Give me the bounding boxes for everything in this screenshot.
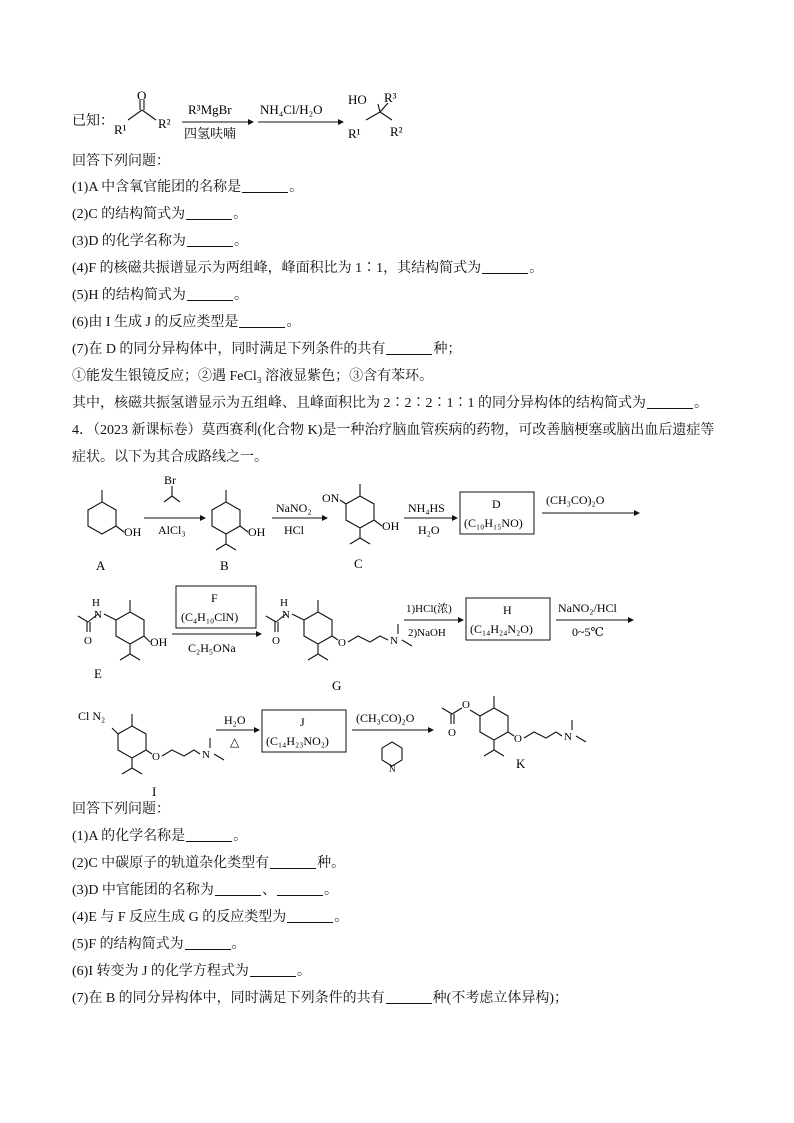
svg-text:H: H: [92, 597, 100, 609]
known-reagent-grignard: R³MgBr: [188, 102, 232, 117]
svg-text:H: H: [280, 597, 288, 609]
svg-text:O: O: [462, 699, 470, 711]
svg-text:C₂H₅ONa: C₂H₅ONa: [188, 641, 236, 655]
svg-text:1)HCl(浓): 1)HCl(浓): [406, 603, 452, 615]
compound-h-box: [466, 598, 550, 640]
part2-q2: (2)C 中碳原子的轨道杂化类型有 种。: [72, 856, 346, 871]
svg-text:(CH₃CO)₂O: (CH₃CO)₂O: [546, 493, 605, 507]
known-reaction-scheme: [0, 0, 794, 160]
svg-text:F: F: [211, 591, 218, 605]
part1-q7a: (7)在 D 的同分异构体中，同时满足下列条件的共有 种；: [72, 342, 462, 357]
answer-blank[interactable]: [386, 989, 432, 1004]
compound-g-label: G: [332, 678, 342, 693]
svg-text:0~5℃: 0~5℃: [572, 625, 604, 639]
svg-text:(C₁₄H₂₄N₂O): (C₁₄H₂₄N₂O): [470, 622, 533, 636]
compound-b-structure: [212, 490, 266, 573]
svg-text:O: O: [448, 727, 456, 739]
svg-text:O: O: [338, 637, 346, 649]
part1-q7b: ①能发生银镜反应；②遇 FeCl₃ 溶液显紫色；③含有苯环。: [72, 369, 434, 384]
arrow-d-e: [542, 493, 640, 516]
part2-q6: (6)I 转变为 J 的化学方程式为 。: [72, 964, 311, 979]
compound-k-label: K: [516, 756, 526, 771]
compound-c-structure: [322, 484, 400, 571]
arrow-e-g: [172, 631, 262, 655]
known-reagent-quench: NH₄Cl/H₂O: [260, 102, 323, 117]
compound-j-box: [262, 710, 346, 752]
part2-q7: (7)在 B 的同分异构体中，同时满足下列条件的共有 种(不考虑立体异构)；: [72, 991, 568, 1006]
svg-text:O: O: [272, 635, 280, 647]
answer-blank[interactable]: [239, 313, 285, 328]
answer-blank[interactable]: [287, 908, 333, 923]
synthesis-scheme: [0, 472, 794, 802]
svg-text:(C₁₀H₁₅NO): (C₁₀H₁₅NO): [464, 516, 523, 530]
compound-g-structure: [266, 597, 412, 693]
alcohol-structure: [348, 90, 403, 141]
compound-i-label: I: [152, 784, 157, 799]
part1-q4: (4)F 的核磁共振谱显示为两组峰，峰面积比为 1∶1，其结构简式为 。: [72, 261, 544, 276]
svg-text:O: O: [152, 751, 160, 763]
svg-text:N: N: [282, 609, 290, 621]
arrow-i-j: [216, 713, 260, 749]
compound-b-label: B: [220, 558, 229, 573]
svg-text:J: J: [300, 715, 305, 729]
svg-text:ON: ON: [322, 491, 340, 505]
svg-text:2)NaOH: 2)NaOH: [408, 627, 446, 639]
part1-q2: (2)C 的结构简式为 。: [72, 207, 248, 222]
svg-text:H₂O: H₂O: [418, 523, 440, 537]
part1-q5: (5)H 的结构简式为 。: [72, 288, 248, 303]
ketone-r1-label: R¹: [114, 122, 127, 137]
compound-k-structure: [442, 696, 586, 771]
answer-blank[interactable]: [187, 286, 233, 301]
alcohol-r3-label: R³: [384, 90, 397, 105]
arrow-j-k: [352, 711, 434, 774]
compound-f-box: [176, 586, 256, 628]
compound-a-structure: [88, 490, 142, 573]
answer-blank[interactable]: [277, 881, 323, 896]
answer-blank[interactable]: [185, 935, 231, 950]
arrow-b-c: [272, 501, 328, 537]
svg-text:(C₁₄H₂₃NO₂): (C₁₄H₂₃NO₂): [266, 734, 329, 748]
ketone-structure: [114, 88, 171, 137]
known-prefix: 已知：: [72, 114, 114, 129]
svg-text:AlCl₃: AlCl₃: [158, 523, 186, 537]
compound-c-label: C: [354, 556, 363, 571]
svg-text:N: N: [202, 749, 210, 761]
answer-blank[interactable]: [270, 854, 316, 869]
svg-text:O: O: [514, 733, 522, 745]
alcohol-r2-label: R²: [390, 124, 403, 139]
compound-e-label: E: [94, 666, 102, 681]
svg-text:Cl N₂: Cl N₂: [78, 709, 106, 723]
alcohol-ho-label: HO: [348, 92, 367, 107]
svg-text:OH: OH: [124, 525, 142, 539]
arrow-h-i: [556, 601, 634, 639]
answer-blank[interactable]: [186, 827, 232, 842]
svg-text:N: N: [564, 731, 572, 743]
compound-i-structure: [78, 709, 224, 799]
answer-blank[interactable]: [250, 962, 296, 977]
svg-text:N: N: [389, 764, 396, 774]
svg-text:OH: OH: [150, 635, 168, 649]
problem4-stem-line2: 症状。以下为其合成路线之一。: [72, 450, 268, 465]
svg-text:N: N: [390, 635, 398, 647]
svg-text:△: △: [230, 735, 240, 749]
alcohol-r1-label: R¹: [348, 126, 361, 141]
svg-text:NaNO₂: NaNO₂: [276, 501, 312, 515]
answer-blank[interactable]: [187, 232, 233, 247]
ketone-r2-label: R²: [158, 116, 171, 131]
answer-blank[interactable]: [242, 178, 288, 193]
answer-blank[interactable]: [386, 340, 432, 355]
svg-text:H: H: [503, 603, 512, 617]
svg-text:Br: Br: [164, 473, 176, 487]
part1-intro: 回答下列问题：: [72, 154, 170, 169]
part2-intro: 回答下列问题：: [72, 802, 170, 817]
answer-blank[interactable]: [647, 394, 693, 409]
compound-a-label: A: [96, 558, 106, 573]
svg-text:NaNO₂/HCl: NaNO₂/HCl: [558, 601, 617, 615]
part1-q7c: 其中，核磁共振氢谱显示为五组峰、且峰面积比为 2∶2∶2∶1∶1 的同分异构体的结构简式为 。: [72, 396, 708, 411]
compound-d-box: [460, 492, 534, 534]
svg-text:(CH₃CO)₂O: (CH₃CO)₂O: [356, 711, 415, 725]
answer-blank[interactable]: [186, 205, 232, 220]
answer-blank[interactable]: [482, 259, 528, 274]
part2-q4: (4)E 与 F 反应生成 G 的反应类型为 。: [72, 910, 349, 925]
arrow-a-b: [144, 473, 206, 537]
arrow-g-h: [404, 601, 464, 639]
part1-q6: (6)由 I 生成 J 的反应类型是 。: [72, 315, 301, 330]
pyridine-ring: [382, 742, 402, 766]
compound-e-structure: [78, 597, 168, 681]
part2-q5: (5)F 的结构简式为 。: [72, 937, 246, 952]
svg-text:OH: OH: [382, 519, 400, 533]
svg-text:H₂O: H₂O: [224, 713, 246, 727]
part1-q1: (1)A 中含氧官能团的名称是 。: [72, 180, 304, 195]
answer-blank[interactable]: [215, 881, 261, 896]
svg-text:N: N: [94, 609, 102, 621]
svg-text:O: O: [84, 635, 92, 647]
arrow-c-d: [404, 501, 458, 537]
problem4-stem-line1: 4．（2023 新课标卷）莫西赛利(化合物 K)是一种治疗脑血管疾病的药物，可改善脑梗塞或脑出血后遗症等: [72, 423, 715, 438]
svg-text:HCl: HCl: [284, 523, 305, 537]
known-solvent: 四氢呋喃: [184, 126, 237, 141]
part2-q1: (1)A 的化学名称是 。: [72, 829, 248, 844]
svg-text:(C₄H₁₀ClN): (C₄H₁₀ClN): [181, 610, 239, 624]
part2-q3: (3)D 中官能团的名称为 、 。: [72, 883, 338, 898]
svg-text:D: D: [492, 497, 501, 511]
svg-text:NH₄HS: NH₄HS: [408, 501, 445, 515]
ketone-o-label: O: [137, 88, 147, 103]
part1-q3: (3)D 的化学名称为 。: [72, 234, 248, 249]
svg-text:OH: OH: [248, 525, 266, 539]
